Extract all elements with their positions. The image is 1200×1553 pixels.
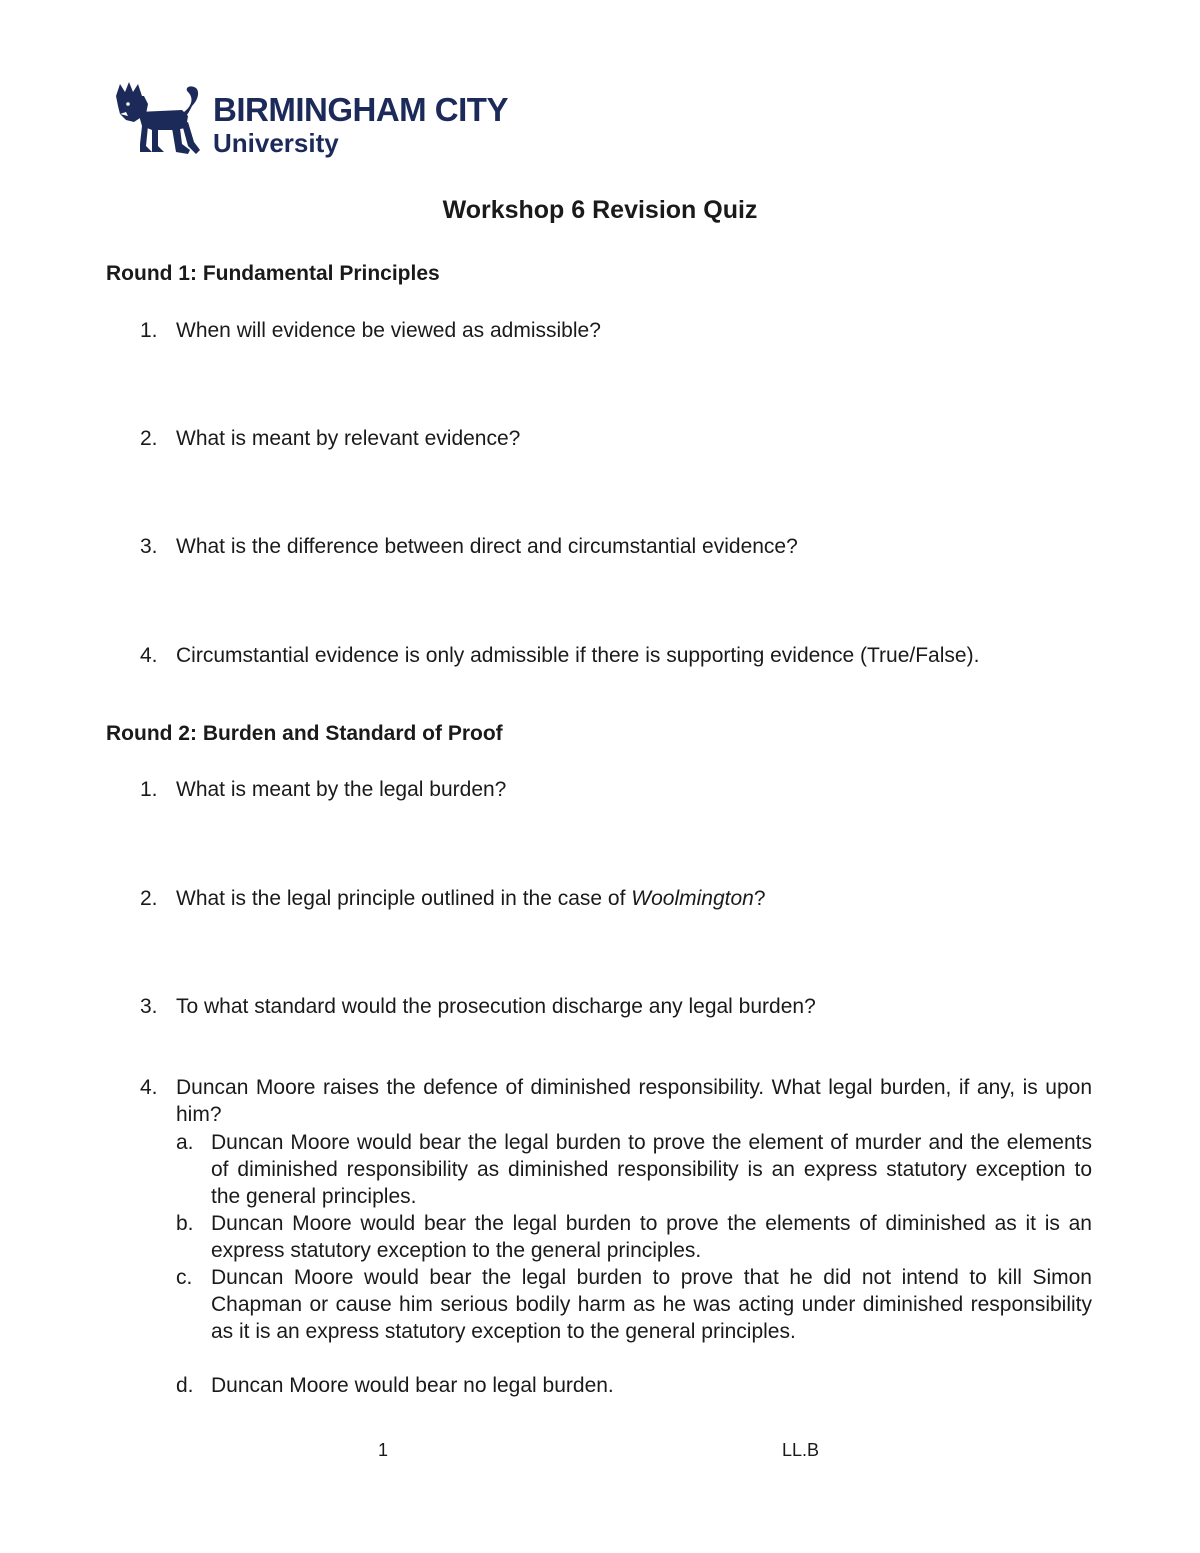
- option-text: Duncan Moore would bear the legal burden to prove the elements of diminished as it is an express statutory exception to the general principles.: [211, 1212, 1092, 1262]
- option-text: Duncan Moore would bear the legal burden to prove the element of murder and the elements of diminished responsibility as diminished responsibility is an express statutory exception to the general principles.: [211, 1131, 1092, 1208]
- question-number: 1.: [140, 778, 158, 801]
- question-text-after: ?: [753, 887, 766, 910]
- question-text-before: What is the legal principle outlined in the case of: [176, 887, 632, 910]
- logo-line1: BIRMINGHAM CITY: [213, 91, 508, 128]
- page-number: 1: [378, 1440, 389, 1460]
- question-text: Circumstantial evidence is only admissible if there is supporting evidence (True/False).: [176, 644, 980, 667]
- round1-heading: Round 1: Fundamental Principles: [106, 262, 440, 285]
- question-text: [176, 885, 1092, 912]
- option-text: Duncan Moore would bear no legal burden.: [211, 1374, 614, 1397]
- option-text: Duncan Moore would bear the legal burden to prove that he did not intend to kill Simon Chapman or cause him serious bodily harm as he was acting under diminished responsibility as it is an express statutory exception to the general principles.: [211, 1266, 1092, 1343]
- option-letter: d.: [176, 1374, 194, 1397]
- option-letter: b.: [176, 1212, 194, 1235]
- university-logo: [112, 80, 508, 164]
- page-title: Workshop 6 Revision Quiz: [442, 196, 758, 224]
- question-text: Duncan Moore raises the defence of diminished responsibility. What legal burden, if any, is upon him?: [176, 1076, 1092, 1126]
- question-text: When will evidence be viewed as admissible?: [176, 319, 601, 342]
- question-number: 2.: [140, 427, 158, 450]
- logo-wordmark: [213, 92, 508, 158]
- option-letter: a.: [176, 1131, 194, 1154]
- lion-crest-icon: [112, 80, 210, 164]
- round2-heading: Round 2: Burden and Standard of Proof: [106, 722, 503, 745]
- question-number: 2.: [140, 887, 158, 910]
- option-letter: c.: [176, 1266, 193, 1289]
- question-number: 1.: [140, 319, 158, 342]
- question-number: 3.: [140, 995, 158, 1018]
- question-number: 3.: [140, 535, 158, 558]
- question-number: 4.: [140, 644, 158, 667]
- question-text: What is meant by the legal burden?: [176, 778, 507, 801]
- case-name: Woolmington: [631, 887, 754, 910]
- course-code: LL.B: [782, 1440, 820, 1460]
- question-text: What is meant by relevant evidence?: [176, 427, 521, 450]
- logo-line2: University: [213, 128, 339, 158]
- question-text: What is the difference between direct and circumstantial evidence?: [176, 535, 798, 558]
- question-text: To what standard would the prosecution discharge any legal burden?: [176, 995, 816, 1018]
- question-number: 4.: [140, 1076, 158, 1099]
